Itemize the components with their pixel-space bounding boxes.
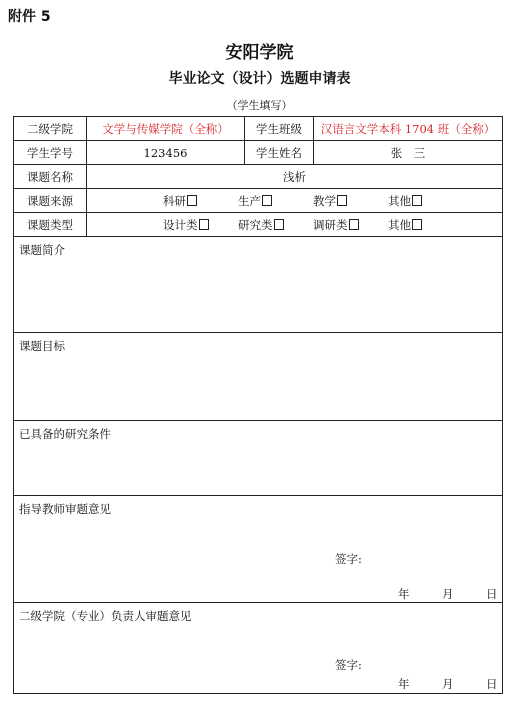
head-label: 二级学院（专业）负责人审题意见 [19, 609, 192, 623]
goal-label: 课题目标 [19, 339, 65, 353]
row-college-class [14, 117, 503, 141]
checkbox-icon[interactable] [262, 195, 272, 206]
class-label: 学生班级 [245, 117, 314, 141]
college-value[interactable]: 文学与传媒学院（全称） [87, 117, 245, 141]
annex-label: 附件 5 [8, 9, 51, 25]
student-id-value[interactable]: 123456 [87, 141, 245, 165]
head-day-label: 日 [486, 677, 498, 691]
fill-note: （学生填写） [226, 99, 293, 112]
source-option-other[interactable]: 其他 [388, 193, 463, 209]
row-topic-source [14, 189, 503, 213]
advisor-year-label: 年 [398, 587, 410, 601]
school-name: 安阳学院 [225, 43, 294, 63]
topic-source-label: 课题来源 [14, 189, 87, 213]
type-option-research[interactable]: 研究类 [238, 217, 313, 233]
head-sign-label: 签字: [335, 658, 362, 672]
student-name-value[interactable]: 张 三 [314, 141, 503, 165]
application-form [13, 116, 503, 694]
row-topic-type [14, 213, 503, 237]
topic-source-options [87, 189, 503, 213]
row-goal [14, 333, 503, 421]
head-year-label: 年 [398, 677, 410, 691]
student-name-label: 学生姓名 [245, 141, 314, 165]
type-option-survey[interactable]: 调研类 [313, 217, 388, 233]
checkbox-icon[interactable] [349, 219, 359, 230]
college-label: 二级学院 [14, 117, 87, 141]
checkbox-icon[interactable] [199, 219, 209, 230]
type-option-design[interactable]: 设计类 [163, 217, 238, 233]
row-topic-name [14, 165, 503, 189]
student-id-label: 学生学号 [14, 141, 87, 165]
class-value[interactable]: 汉语言文学本科 1704 班（全称） [314, 117, 503, 141]
advisor-month-label: 月 [442, 587, 454, 601]
form-title: 毕业论文（设计）选题申请表 [168, 71, 351, 87]
checkbox-icon[interactable] [274, 219, 284, 230]
topic-type-options [87, 213, 503, 237]
head-section[interactable] [14, 603, 503, 694]
checkbox-icon[interactable] [187, 195, 197, 206]
checkbox-icon[interactable] [412, 195, 422, 206]
row-conditions [14, 421, 503, 496]
topic-name-label: 课题名称 [14, 165, 87, 189]
conditions-section[interactable] [14, 421, 503, 496]
checkbox-icon[interactable] [337, 195, 347, 206]
topic-type-label: 课题类型 [14, 213, 87, 237]
intro-section[interactable] [14, 237, 503, 333]
row-id-name [14, 141, 503, 165]
row-advisor [14, 496, 503, 603]
topic-name-value[interactable]: 浅析 [87, 165, 503, 189]
row-head [14, 603, 503, 694]
conditions-label: 已具备的研究条件 [19, 427, 111, 441]
source-option-production[interactable]: 生产 [238, 193, 313, 209]
source-option-research[interactable]: 科研 [163, 193, 238, 209]
intro-label: 课题简介 [19, 243, 65, 257]
advisor-label: 指导教师审题意见 [19, 502, 111, 516]
advisor-sign-label: 签字: [335, 552, 362, 566]
source-option-teaching[interactable]: 教学 [313, 193, 388, 209]
head-month-label: 月 [442, 677, 454, 691]
goal-section[interactable] [14, 333, 503, 421]
type-option-other[interactable]: 其他 [388, 217, 463, 233]
advisor-day-label: 日 [486, 587, 498, 601]
checkbox-icon[interactable] [412, 219, 422, 230]
advisor-section[interactable] [14, 496, 503, 603]
row-intro [14, 237, 503, 333]
